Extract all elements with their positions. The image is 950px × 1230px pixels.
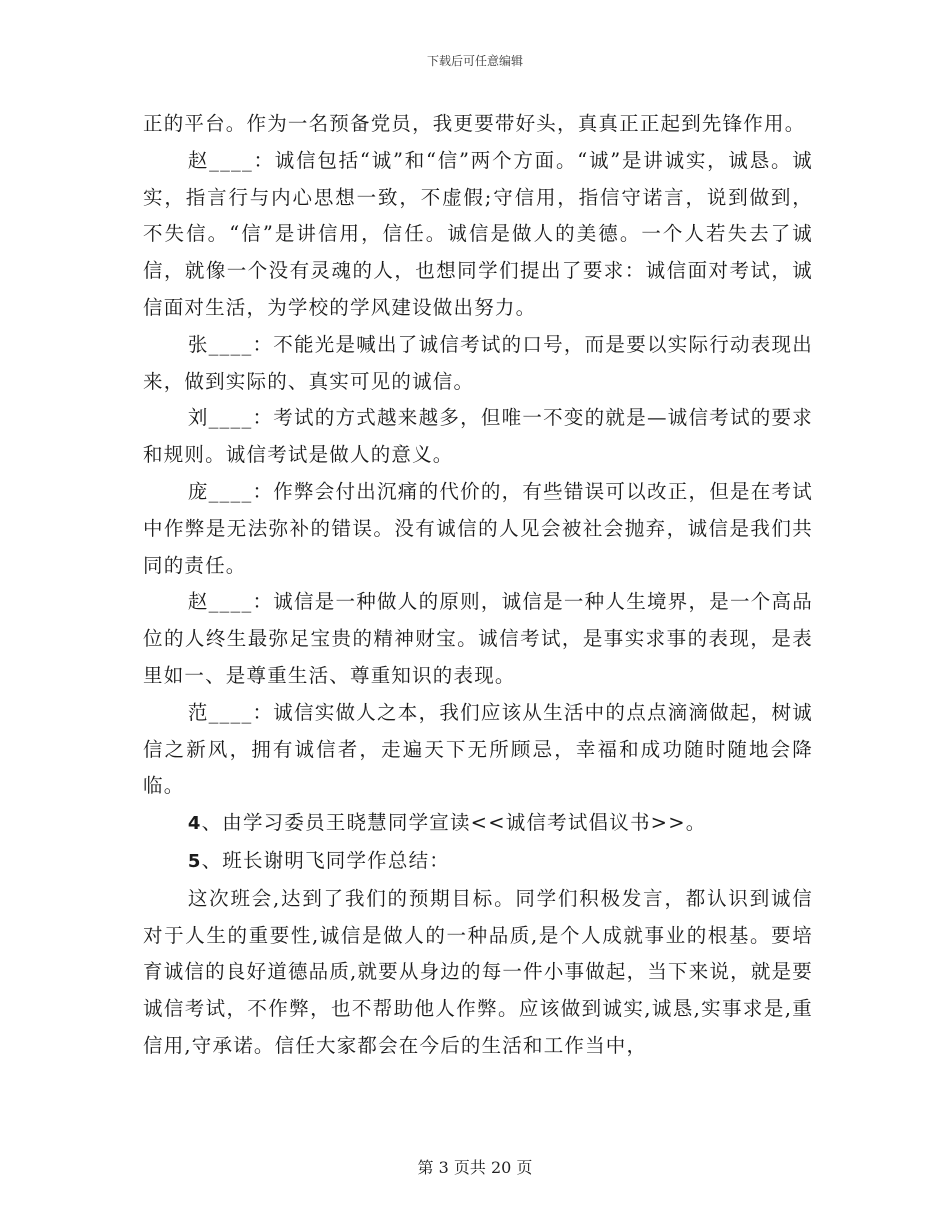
paragraph: 庞____：作弊会付出沉痛的代价的，有些错误可以改正，但是在考试中作弊是无法弥补的错误。没有诚信的人见会被社会抛弃，诚信是我们共同的责任。 <box>143 479 813 577</box>
document-body <box>143 106 813 1065</box>
paragraph: 范____：诚信实做人之本，我们应该从生活中的点点滴滴做起，树诚信之新风，拥有诚信者，走遍天下无所顾忌，幸福和成功随时随地会降临。 <box>143 700 813 798</box>
numbered-item <box>143 805 813 843</box>
paragraph: 赵____：诚信包括“诚”和“信”两个方面。“诚”是讲诚实，诚恳。诚实，指言行与内心思想一致，不虚假;守信用，指信守诺言，说到做到，不失信。“信”是讲信用，信任。诚信是做人的美德。一个人若失去了诚信，就像一个没有灵魂的人，也想同学们提出了要求：诚信面对考试，诚信面对生活，为学校的学风建设做出努力。 <box>143 148 813 319</box>
page-footer: 第 3 页共 20 页 <box>417 1158 533 1177</box>
item-number: 4 <box>187 813 202 835</box>
paragraph: 赵____：诚信是一种做人的原则，诚信是一种人生境界，是一个高品位的人终生最弥足宝贵的精神财宝。诚信考试，是事实求事的表现，是表里如一、是尊重生活、尊重知识的表现。 <box>143 590 813 687</box>
item-text: 、由学习委员王晓慧同学宣读<<诚信考试倡议书>>。 <box>201 811 707 835</box>
paragraph: 这次班会,达到了我们的预期目标。同学们积极发言，都认识到诚信对于人生的重要性,诚信是做人的一种品质,是个人成就事业的根基。要培育诚信的良好道德品质,就要从身边的每一件小事做起，当下来说，就是要诚信考试，不作弊，也不帮助他人作弊。应该做到诚实,诚恳,实事求是,重信用,守承诺。信任大家都会在今后的生活和工作当中， <box>143 886 813 1057</box>
item-text: 、班长谢明飞同学作总结： <box>201 848 450 872</box>
paragraph: 正的平台。作为一名预备党员，我更要带好头，真真正正起到先锋作用。 <box>143 112 806 135</box>
numbered-item <box>143 843 813 881</box>
page-header: 下载后可任意编辑 <box>426 54 523 68</box>
item-number: 5 <box>187 850 202 872</box>
paragraph: 张____：不能光是喊出了诚信考试的口号，而是要以实际行动表现出来，做到实际的、真实可见的诚信。 <box>143 332 813 393</box>
paragraph: 刘____：考试的方式越来越多，但唯一不变的就是—诚信考试的要求和规则。诚信考试是做人的意义。 <box>143 406 813 467</box>
